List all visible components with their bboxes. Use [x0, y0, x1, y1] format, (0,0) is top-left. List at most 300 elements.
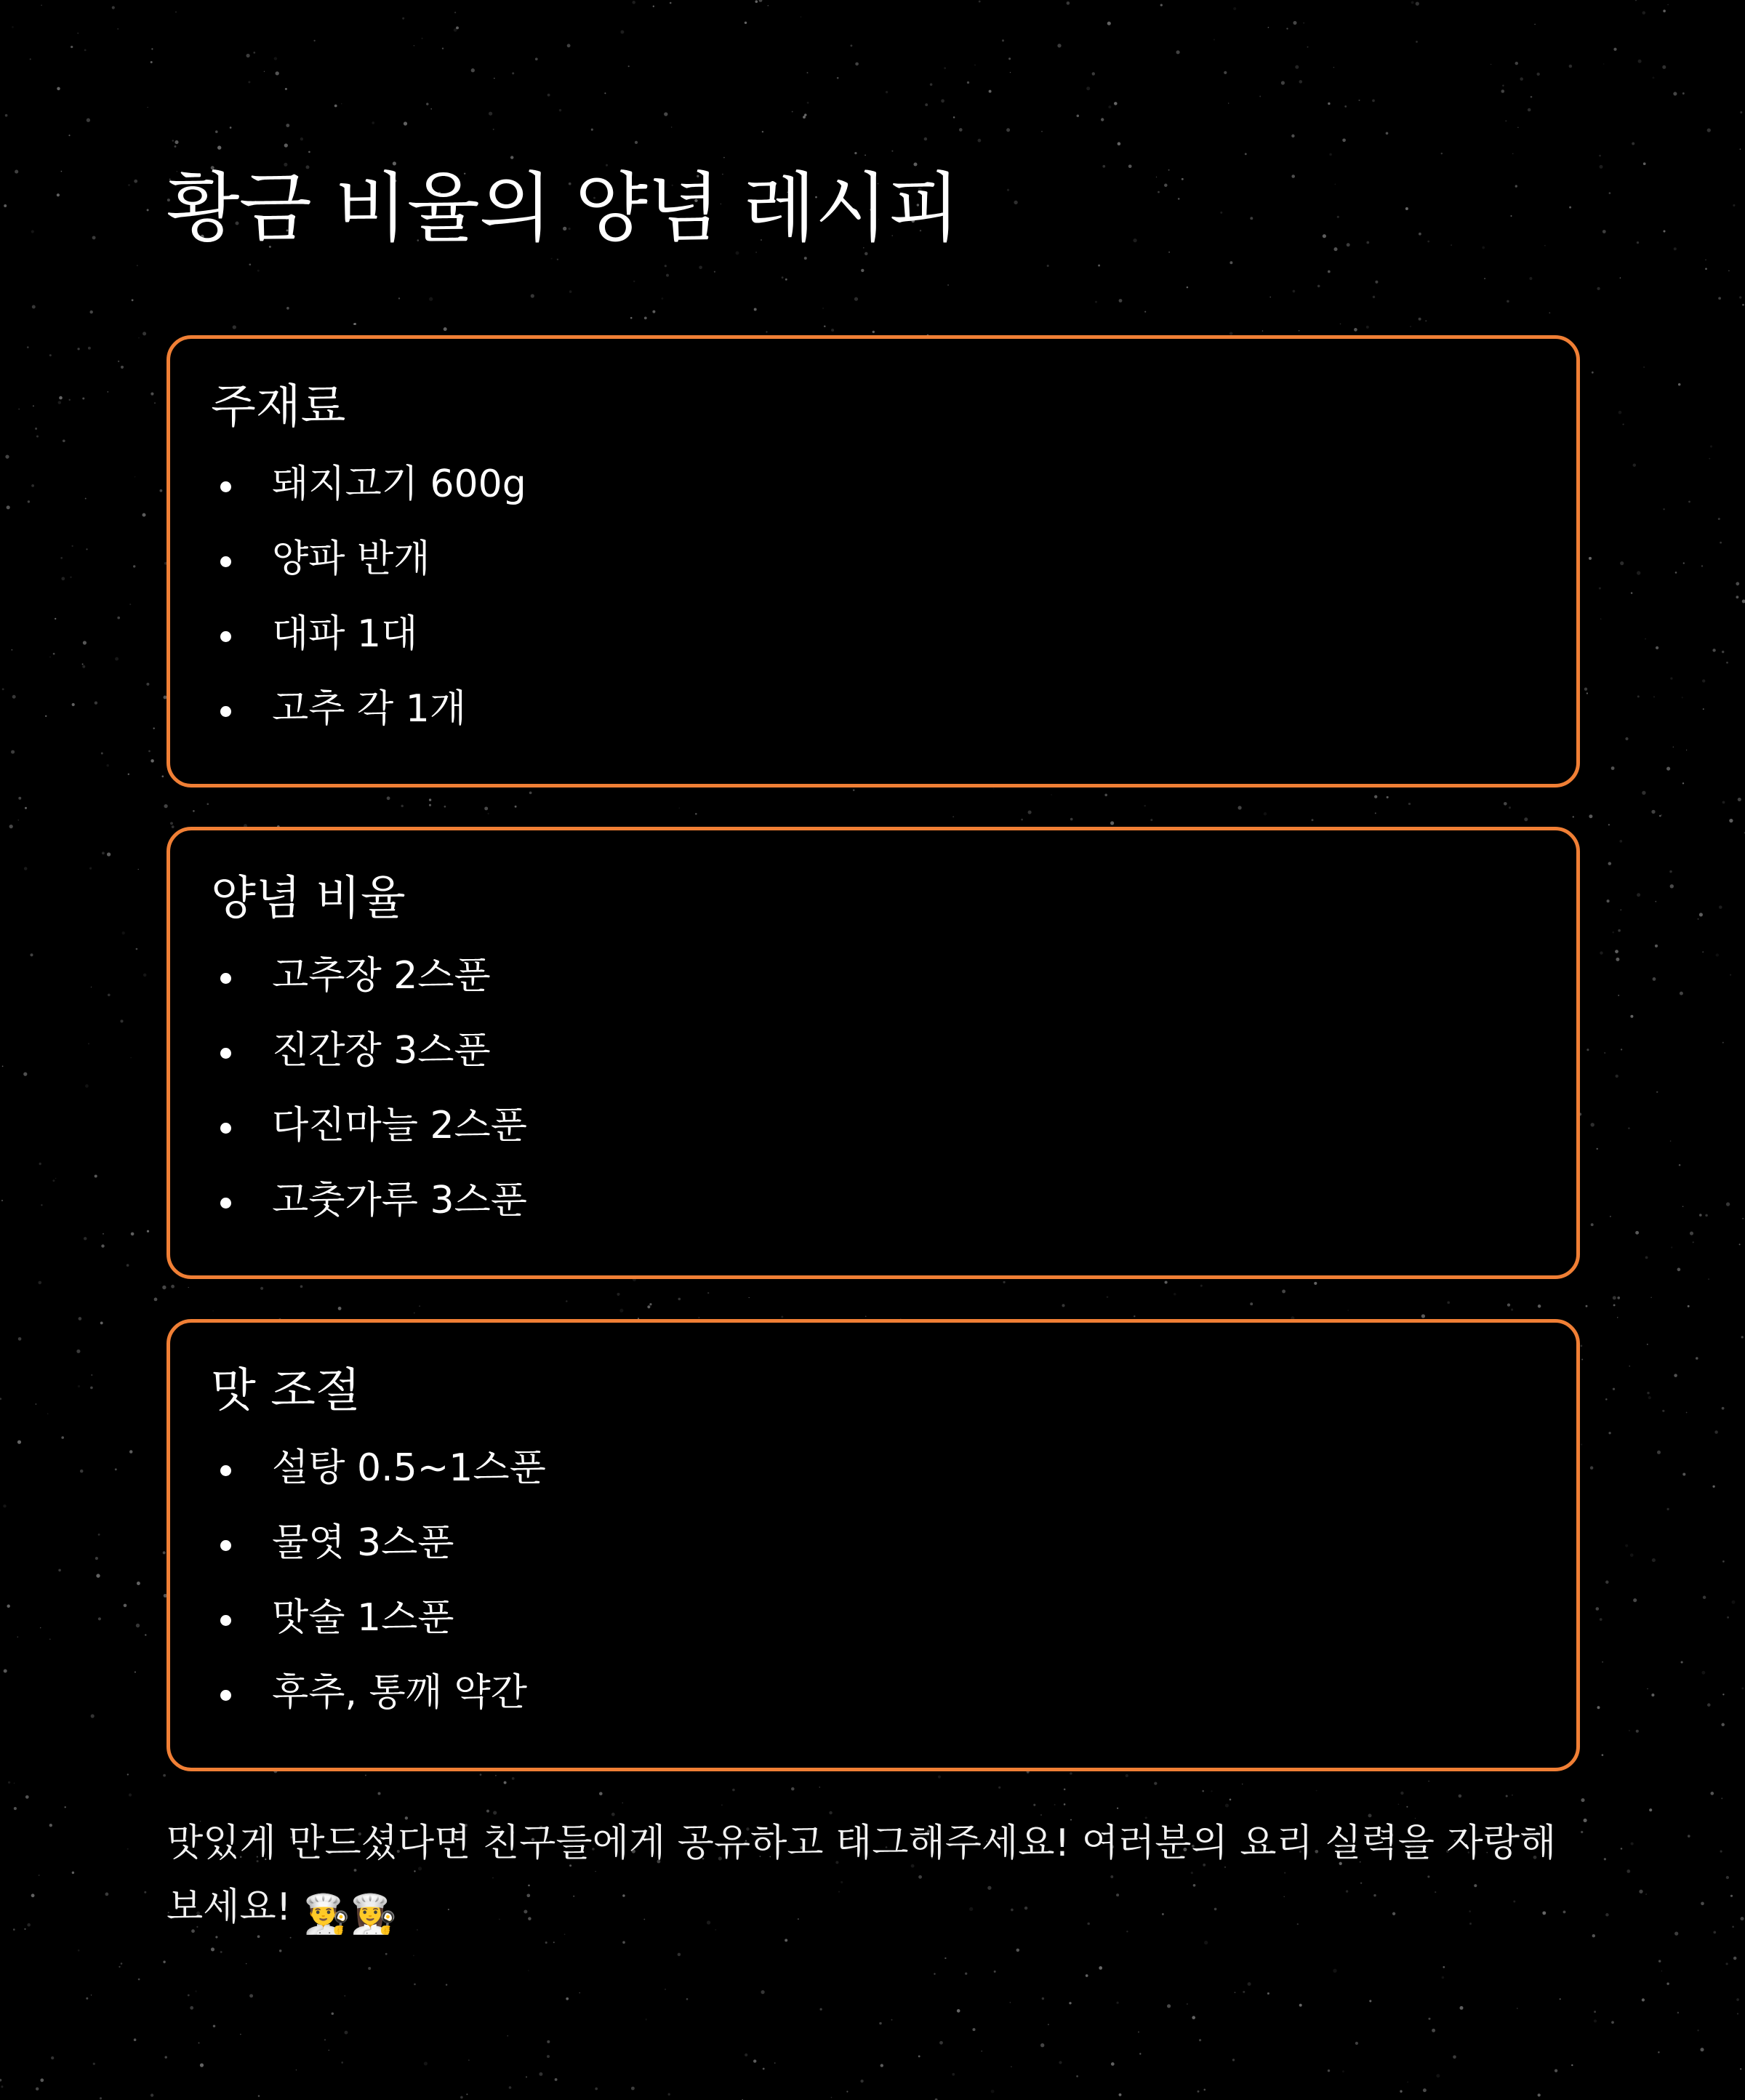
star-dot: [1602, 1662, 1603, 1663]
star-dot: [860, 2080, 863, 2083]
star-dot: [880, 2064, 883, 2067]
star-dot: [324, 2039, 326, 2040]
star-dot: [213, 2025, 215, 2027]
star-dot: [444, 327, 447, 331]
star-dot: [171, 1285, 174, 1289]
star-dot: [1062, 1304, 1064, 1307]
star-dot: [100, 1321, 103, 1324]
list-item: 다진마늘 2스푼: [170, 1099, 527, 1174]
star-dot: [1099, 1966, 1102, 1970]
section-heading: 주재료: [211, 380, 346, 434]
star-dot: [286, 307, 289, 310]
star-dot: [80, 1470, 84, 1473]
star-dot: [49, 1639, 51, 1640]
star-dot: [1651, 1694, 1654, 1696]
star-dot: [3, 1504, 6, 1507]
star-dot: [774, 2062, 776, 2064]
star-dot: [1432, 2029, 1435, 2032]
star-dot: [1718, 297, 1721, 300]
star-dot: [1299, 2004, 1302, 2007]
star-dot: [1590, 1466, 1594, 1470]
star-dot: [991, 2090, 995, 2093]
star-dot: [1411, 1, 1414, 4]
star-dot: [1233, 7, 1236, 10]
star-dot: [1701, 565, 1703, 566]
star-dot: [557, 259, 558, 260]
share-message: [167, 1811, 1580, 1947]
star-dot: [195, 1990, 197, 1992]
star-dot: [1608, 824, 1610, 825]
star-dot: [1649, 1808, 1652, 1811]
star-dot: [649, 1303, 651, 1305]
star-dot: [1028, 811, 1032, 814]
star-dot: [1666, 767, 1670, 771]
star-dot: [30, 953, 33, 956]
star-dot: [1534, 24, 1536, 25]
star-dot: [1416, 41, 1418, 43]
star-dot: [853, 789, 855, 791]
star-dot: [1740, 2068, 1741, 2069]
star-dot: [535, 57, 538, 60]
star-dot: [1603, 63, 1604, 64]
star-dot: [1507, 1303, 1510, 1306]
star-dot: [1688, 501, 1690, 503]
star-dot: [1656, 646, 1658, 649]
star-dot: [504, 1782, 507, 1784]
star-dot: [135, 1672, 136, 1673]
star-dot: [1164, 184, 1168, 188]
star-dot: [77, 348, 79, 350]
star-dot: [1639, 1890, 1642, 1893]
star-dot: [217, 145, 221, 149]
star-dot: [471, 68, 475, 72]
star-dot: [1600, 165, 1603, 169]
star-dot: [1609, 192, 1611, 194]
star-dot: [579, 1992, 580, 1994]
star-dot: [190, 2006, 193, 2010]
star-dot: [1722, 1407, 1725, 1410]
star-dot: [39, 1163, 41, 1165]
star-dot: [528, 1970, 529, 1971]
star-dot: [619, 1309, 623, 1312]
star-dot: [108, 391, 109, 393]
star-dot: [1616, 958, 1619, 961]
star-dot: [698, 1317, 699, 1318]
star-dot: [1108, 105, 1111, 108]
star-dot: [160, 489, 163, 492]
star-dot: [1386, 132, 1389, 135]
star-dot: [1095, 301, 1097, 303]
star-dot: [846, 2091, 848, 2092]
star-dot: [1528, 108, 1531, 112]
star-dot: [1611, 2021, 1614, 2024]
star-dot: [8, 1782, 10, 1784]
star-dot: [539, 2072, 542, 2076]
star-dot: [1586, 692, 1588, 694]
star-dot: [1677, 1268, 1681, 1272]
star-dot: [28, 500, 30, 502]
star-dot: [1174, 1293, 1176, 1296]
star-dot: [137, 265, 138, 266]
star-dot: [566, 1997, 569, 2000]
star-dot: [1126, 1774, 1128, 1777]
star-dot: [1569, 65, 1573, 68]
star-dot: [1293, 21, 1296, 25]
star-dot: [88, 347, 91, 350]
star-dot: [246, 1963, 247, 1965]
star-dot: [1, 1200, 3, 1201]
star-dot: [1529, 277, 1532, 280]
star-dot: [1705, 268, 1707, 270]
star-dot: [1733, 1957, 1737, 1960]
star-dot: [87, 119, 90, 122]
star-dot: [1602, 230, 1606, 233]
star-dot: [151, 61, 153, 63]
star-dot: [785, 278, 787, 281]
star-dot: [145, 1634, 146, 1635]
star-dot: [978, 139, 982, 143]
star-dot: [1599, 587, 1601, 589]
star-dot: [1134, 1315, 1135, 1317]
star-dot: [164, 804, 167, 808]
star-dot: [854, 152, 857, 154]
star-dot: [5, 454, 9, 458]
star-dot: [1211, 1790, 1212, 1792]
star-dot: [1333, 247, 1337, 251]
star-dot: [1358, 100, 1360, 101]
star-dot: [274, 57, 277, 60]
star-dot: [68, 135, 70, 136]
star-dot: [454, 28, 457, 32]
star-dot: [1571, 2064, 1573, 2066]
star-dot: [12, 649, 13, 651]
star-dot: [1658, 1960, 1661, 1962]
star-dot: [127, 1848, 129, 1850]
star-dot: [1329, 153, 1332, 156]
star-dot: [338, 1307, 342, 1310]
star-dot: [188, 1994, 190, 1996]
star-dot: [1610, 1216, 1611, 1217]
star-dot: [1713, 1931, 1716, 1934]
star-dot: [79, 1317, 82, 1320]
star-dot: [63, 439, 65, 442]
star-dot: [1702, 679, 1705, 682]
star-dot: [1611, 766, 1615, 770]
star-dot: [313, 40, 315, 41]
star-dot: [1441, 153, 1443, 154]
star-dot: [1067, 1, 1070, 5]
star-dot: [264, 71, 265, 72]
star-dot: [78, 1385, 80, 1387]
star-dot: [1736, 582, 1739, 585]
star-dot: [1176, 50, 1180, 54]
star-dot: [1729, 819, 1733, 822]
star-dot: [1645, 1893, 1647, 1895]
star-dot: [1663, 508, 1664, 510]
star-dot: [1707, 128, 1711, 132]
star-dot: [1419, 318, 1421, 321]
star-dot: [1214, 39, 1215, 41]
star-dot: [1643, 366, 1645, 368]
star-dot: [7, 505, 10, 509]
star-dot: [567, 44, 571, 47]
star-dot: [1224, 71, 1227, 74]
star-dot: [1663, 9, 1666, 12]
star-dot: [1507, 300, 1509, 303]
star-dot: [1419, 233, 1421, 236]
star-dot: [1674, 1374, 1677, 1377]
list-item: 고춧가루 3스푼: [170, 1174, 527, 1249]
star-dot: [547, 2055, 550, 2058]
star-dot: [138, 337, 140, 339]
star-dot: [1643, 162, 1646, 165]
star-dot: [1726, 1876, 1729, 1879]
star-dot: [1683, 562, 1685, 564]
star-dot: [1110, 821, 1114, 825]
star-dot: [172, 825, 174, 828]
star-dot: [1597, 287, 1600, 290]
star-dot: [1538, 1305, 1541, 1308]
star-dot: [959, 128, 963, 132]
star-dot: [1512, 1795, 1513, 1796]
star-dot: [163, 1551, 166, 1554]
star-dot: [52, 1179, 55, 1182]
star-dot: [1064, 1803, 1066, 1806]
star-dot: [938, 1776, 941, 1779]
star-dot: [1682, 697, 1683, 698]
star-dot: [865, 252, 868, 256]
star-dot: [1307, 47, 1309, 48]
star-dot: [138, 869, 139, 870]
star-dot: [1670, 1140, 1671, 1141]
star-dot: [1144, 805, 1146, 807]
star-dot: [332, 2012, 334, 2014]
star-dot: [212, 1310, 214, 1312]
star-dot: [633, 281, 635, 282]
star-dot: [402, 17, 404, 20]
star-dot: [1021, 819, 1023, 821]
star-dot: [1658, 2051, 1659, 2053]
star-dot: [85, 498, 87, 500]
star-dot: [855, 63, 859, 66]
star-dot: [1538, 2093, 1541, 2096]
star-dot: [446, 1984, 447, 1985]
star-dot: [1633, 463, 1637, 467]
star-dot: [1702, 951, 1704, 953]
star-dot: [721, 1805, 723, 1806]
star-dot: [144, 1891, 146, 1893]
star-dot: [1232, 2059, 1235, 2061]
star-dot: [17, 1636, 18, 1637]
star-dot: [1312, 819, 1314, 821]
star-dot: [1299, 80, 1303, 84]
star-dot: [103, 1233, 104, 1235]
star-dot: [2, 1066, 4, 1067]
star-dot: [1682, 1206, 1684, 1207]
star-dot: [831, 2097, 833, 2099]
star-dot: [480, 1774, 482, 1776]
list-item: 진간장 3스푼: [170, 1025, 527, 1099]
female-cook-emoji-icon: 👩‍🍳: [350, 1893, 398, 1936]
star-dot: [153, 727, 155, 729]
star-dot: [1586, 1305, 1588, 1307]
star-dot: [0, 2079, 1, 2082]
star-dot: [5, 114, 8, 117]
star-dot: [1, 2085, 3, 2088]
star-dot: [759, 0, 763, 2]
star-dot: [1707, 1703, 1711, 1707]
star-dot: [198, 2043, 200, 2044]
star-dot: [699, 266, 702, 270]
star-dot: [1192, 2016, 1195, 2019]
star-dot: [1731, 1600, 1735, 1604]
star-dot: [1602, 1754, 1604, 1756]
star-dot: [353, 323, 355, 324]
star-dot: [36, 2087, 39, 2090]
star-dot: [1501, 89, 1505, 93]
star-dot: [947, 284, 949, 286]
star-dot: [1741, 1336, 1744, 1338]
star-dot: [1637, 695, 1640, 697]
list-item: 후추, 통깨 약간: [170, 1667, 546, 1742]
star-dot: [1237, 806, 1241, 809]
star-dot: [1281, 81, 1285, 84]
star-dot: [1581, 1831, 1583, 1833]
star-dot: [652, 310, 655, 313]
star-dot: [1282, 1290, 1285, 1294]
star-dot: [745, 22, 747, 24]
star-dot: [953, 116, 955, 119]
star-dot: [1111, 2062, 1115, 2066]
star-dot: [1605, 1581, 1609, 1584]
star-dot: [1629, 1730, 1630, 1731]
star-dot: [1682, 782, 1684, 784]
star-dot: [801, 16, 802, 17]
star-dot: [1673, 92, 1677, 95]
star-dot: [979, 1, 981, 3]
star-dot: [35, 1403, 36, 1405]
star-dot: [1637, 241, 1639, 244]
star-dot: [1730, 1895, 1733, 1897]
star-dot: [1673, 747, 1674, 748]
section-card-seasoning-ratio: [167, 827, 1580, 1279]
star-dot: [148, 750, 151, 753]
star-dot: [1700, 2048, 1704, 2051]
star-dot: [1118, 142, 1121, 145]
star-dot: [1047, 265, 1049, 267]
star-dot: [879, 2022, 881, 2024]
star-dot: [40, 1627, 41, 1628]
star-dot: [1662, 1410, 1664, 1412]
star-dot: [918, 2055, 920, 2057]
star-dot: [257, 270, 260, 272]
star-dot: [134, 2038, 137, 2041]
star-dot: [1710, 1792, 1714, 1795]
star-dot: [1701, 1671, 1705, 1675]
star-dot: [98, 1617, 101, 1620]
star-dot: [1408, 803, 1411, 805]
star-dot: [248, 81, 250, 83]
star-dot: [1671, 1246, 1672, 1248]
star-dot: [510, 156, 513, 159]
star-dot: [628, 65, 630, 67]
star-dot: [1168, 169, 1170, 171]
star-dot: [1428, 1781, 1429, 1782]
star-dot: [1618, 995, 1619, 996]
star-dot: [33, 405, 34, 406]
star-dot: [1618, 411, 1622, 414]
star-dot: [1400, 1792, 1403, 1795]
star-dot: [831, 329, 834, 332]
star-dot: [82, 665, 85, 668]
star-dot: [630, 317, 633, 319]
star-dot: [1199, 2039, 1201, 2041]
star-dot: [1328, 270, 1331, 273]
star-dot: [25, 807, 27, 809]
star-dot: [1229, 261, 1232, 264]
star-dot: [1613, 48, 1616, 51]
star-dot: [1291, 135, 1294, 137]
star-dot: [300, 137, 303, 140]
star-dot: [1482, 247, 1485, 249]
star-dot: [1101, 118, 1104, 121]
star-dot: [1107, 22, 1111, 25]
star-dot: [1158, 191, 1160, 193]
star-dot: [753, 2059, 756, 2062]
star-dot: [1506, 1795, 1508, 1797]
star-dot: [129, 1793, 132, 1796]
star-dot: [12, 695, 16, 699]
star-dot: [930, 83, 933, 86]
star-dot: [1443, 1966, 1445, 1968]
star-dot: [1705, 1214, 1708, 1217]
star-dot: [220, 1951, 222, 1953]
star-dot: [86, 1997, 88, 2000]
star-dot: [1690, 1232, 1693, 1235]
star-dot: [924, 137, 927, 140]
star-dot: [1421, 1314, 1425, 1318]
star-dot: [1333, 67, 1335, 68]
star-dot: [1652, 76, 1654, 79]
list-item: 설탕 0.5~1스푼: [170, 1442, 546, 1517]
star-dot: [1334, 183, 1336, 185]
star-dot: [1625, 737, 1628, 740]
star-dot: [1573, 816, 1574, 817]
star-dot: [1375, 281, 1378, 284]
star-dot: [952, 2073, 955, 2076]
star-dot: [1581, 1359, 1583, 1360]
star-dot: [762, 131, 763, 132]
star-dot: [95, 1557, 98, 1560]
section-heading: 양념 비율: [211, 872, 406, 926]
star-dot: [1517, 127, 1518, 128]
star-dot: [230, 127, 232, 129]
star-dot: [1740, 148, 1741, 150]
star-dot: [1076, 2075, 1078, 2077]
star-dot: [1010, 2002, 1011, 2003]
star-dot: [419, 1305, 420, 1307]
star-dot: [745, 2053, 747, 2056]
star-dot: [1648, 1396, 1651, 1399]
star-dot: [1167, 2004, 1171, 2008]
star-dot: [93, 2063, 95, 2065]
star-dot: [944, 1957, 946, 1959]
star-dot: [1098, 265, 1100, 267]
star-dot: [1625, 1544, 1628, 1547]
star-dot: [1742, 304, 1744, 306]
star-dot: [47, 1413, 49, 1414]
star-dot: [1626, 1869, 1630, 1873]
